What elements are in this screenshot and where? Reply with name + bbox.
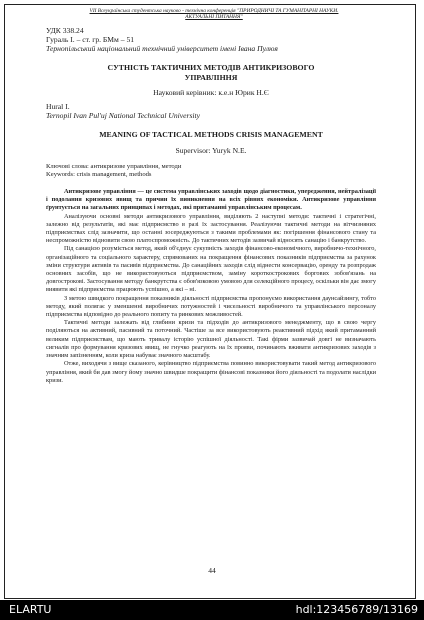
title-ua-line-2: УПРАВЛІННЯ (184, 72, 238, 82)
supervisor-ua: Науковий керівник: к.е.н Юрик Н.Є (153, 87, 269, 97)
abstract: Антикризове управління — це система управлінських заходів щодо діагностики, упередження, нейтралізації і подолання кризових явищ та причин їх виникнення на всіх рівнях економіки. Антикризове управління ґрунтується на загальних принципах і методах, які притаманні управлінським процесам. (46, 188, 376, 212)
body-paragraph-1: Аналізуючи основні методи антикризового управління, виділяють 2 наступні методи: тактичні і стратегічні, залежно від результатів, які має підприємство в разі їх застосування. Реалізуючи тактичні методи на вітчизняних підприємствах слід зазначити, що останні зосереджуються з такими проблемами як: погіршення фінансового стану та неспроможністю відновити свою платоспроможність. До тактичних методів зазвичай відносять санацію і банкрутство. (46, 212, 376, 245)
page-number: 44 (208, 566, 216, 575)
keywords (46, 163, 376, 180)
affiliation-en: Ternopil Ivan Pul'uj National Technical University (46, 111, 200, 121)
author-ua: Гураль І. – ст. гр. БМм – 51 (46, 35, 135, 45)
repository-name: ELARTU (9, 603, 52, 616)
repository-footer (0, 600, 424, 620)
keywords-en: Keywords: crisis management, methods (46, 171, 152, 179)
conference-line-2: АКТУАЛЬНІ ПИТАННЯ" (185, 14, 243, 21)
article-title-en: MEANING OF TACTICAL METHODS CRISIS MANAGEMENT (99, 130, 323, 140)
body-paragraph-5: Отже, виходячи з вище сказаного, керівництво підприємства повинно використовувати такий метод антикризового управління, який би дав змогу йому значно швидше покращити фінансові показники його діяльності та подолати наслідки кризи. (46, 360, 376, 384)
body-paragraph-4: Тактичні методи залежать від глибини кризи та підходів до антикризового менеджменту, що в свою чергу поділяються на активний, пасивний та поточний. Частіше за все використовують реактивний підхід який притаманний великим підприємствам, що мають тривалу історію успішної діяльності. Такі фірми зазвичай довгі не визначають сигналів про формування кризових явищ, не гнучко реагують на їх прояви, починають вживати антикризових заходів з значним запізненням, коли криза набуває значного масштабу. (46, 319, 376, 360)
conference-line-1: VII Всеукраїнська студентська науково - технічна конференція "ПРИРОДНИЧІ ТА ГУМАНІТАРНІ НАУКИ. (89, 8, 339, 14)
keywords-ua: Ключові слова: антикризове управління, методи (46, 162, 182, 170)
affiliation-ua: Тернопільський національний технічний університет імені Івана Пулюя (46, 44, 278, 54)
conference-header (52, 8, 376, 21)
body-paragraph-2: Під санацією розуміється метод, який об'єднує сукупність заходів фінансово-економічного, виробничо-технічного, організаційного та соціального характеру, спрямованих на покращення фінансових показників підприємства за рахунок зміни структури активів та пасивів підприємства. До санаційних заходів слід віднести консервацію, оренду та розпродаж основних засобів, що не використовуються підприємством, заміну короткострокових боргових зобов'язань на довгострокові. Застосування методу банкрутства є обов'язковою умовою для селекційного процесу, оскільки він дає змогу виявити які підприємства працюють успішно, а які – ні. (46, 245, 376, 294)
body-paragraph-3: З метою швидкого покращення показників діяльності підприємства пропонуємо використання даунсайзингу, тобто методу, який полягає у зменшенні виробничих потужностей і чисельності виробничого та управлінського персоналу підприємства відповідно до реального попиту та ринкових можливостей. (46, 294, 376, 319)
udk-code: УДК 338.24 (46, 25, 84, 35)
supervisor-en: Supervisor: Yuryk N.E. (175, 145, 247, 155)
title-ua-line-1: СУТНІСТЬ ТАКТИЧНИХ МЕТОДІВ АНТИКРИЗОВОГО (107, 63, 315, 73)
page-content (46, 8, 376, 385)
author-en: Hural I. (46, 102, 70, 112)
article-title-ua (46, 63, 376, 81)
handle-id: hdl:123456789/13169 (295, 603, 418, 616)
